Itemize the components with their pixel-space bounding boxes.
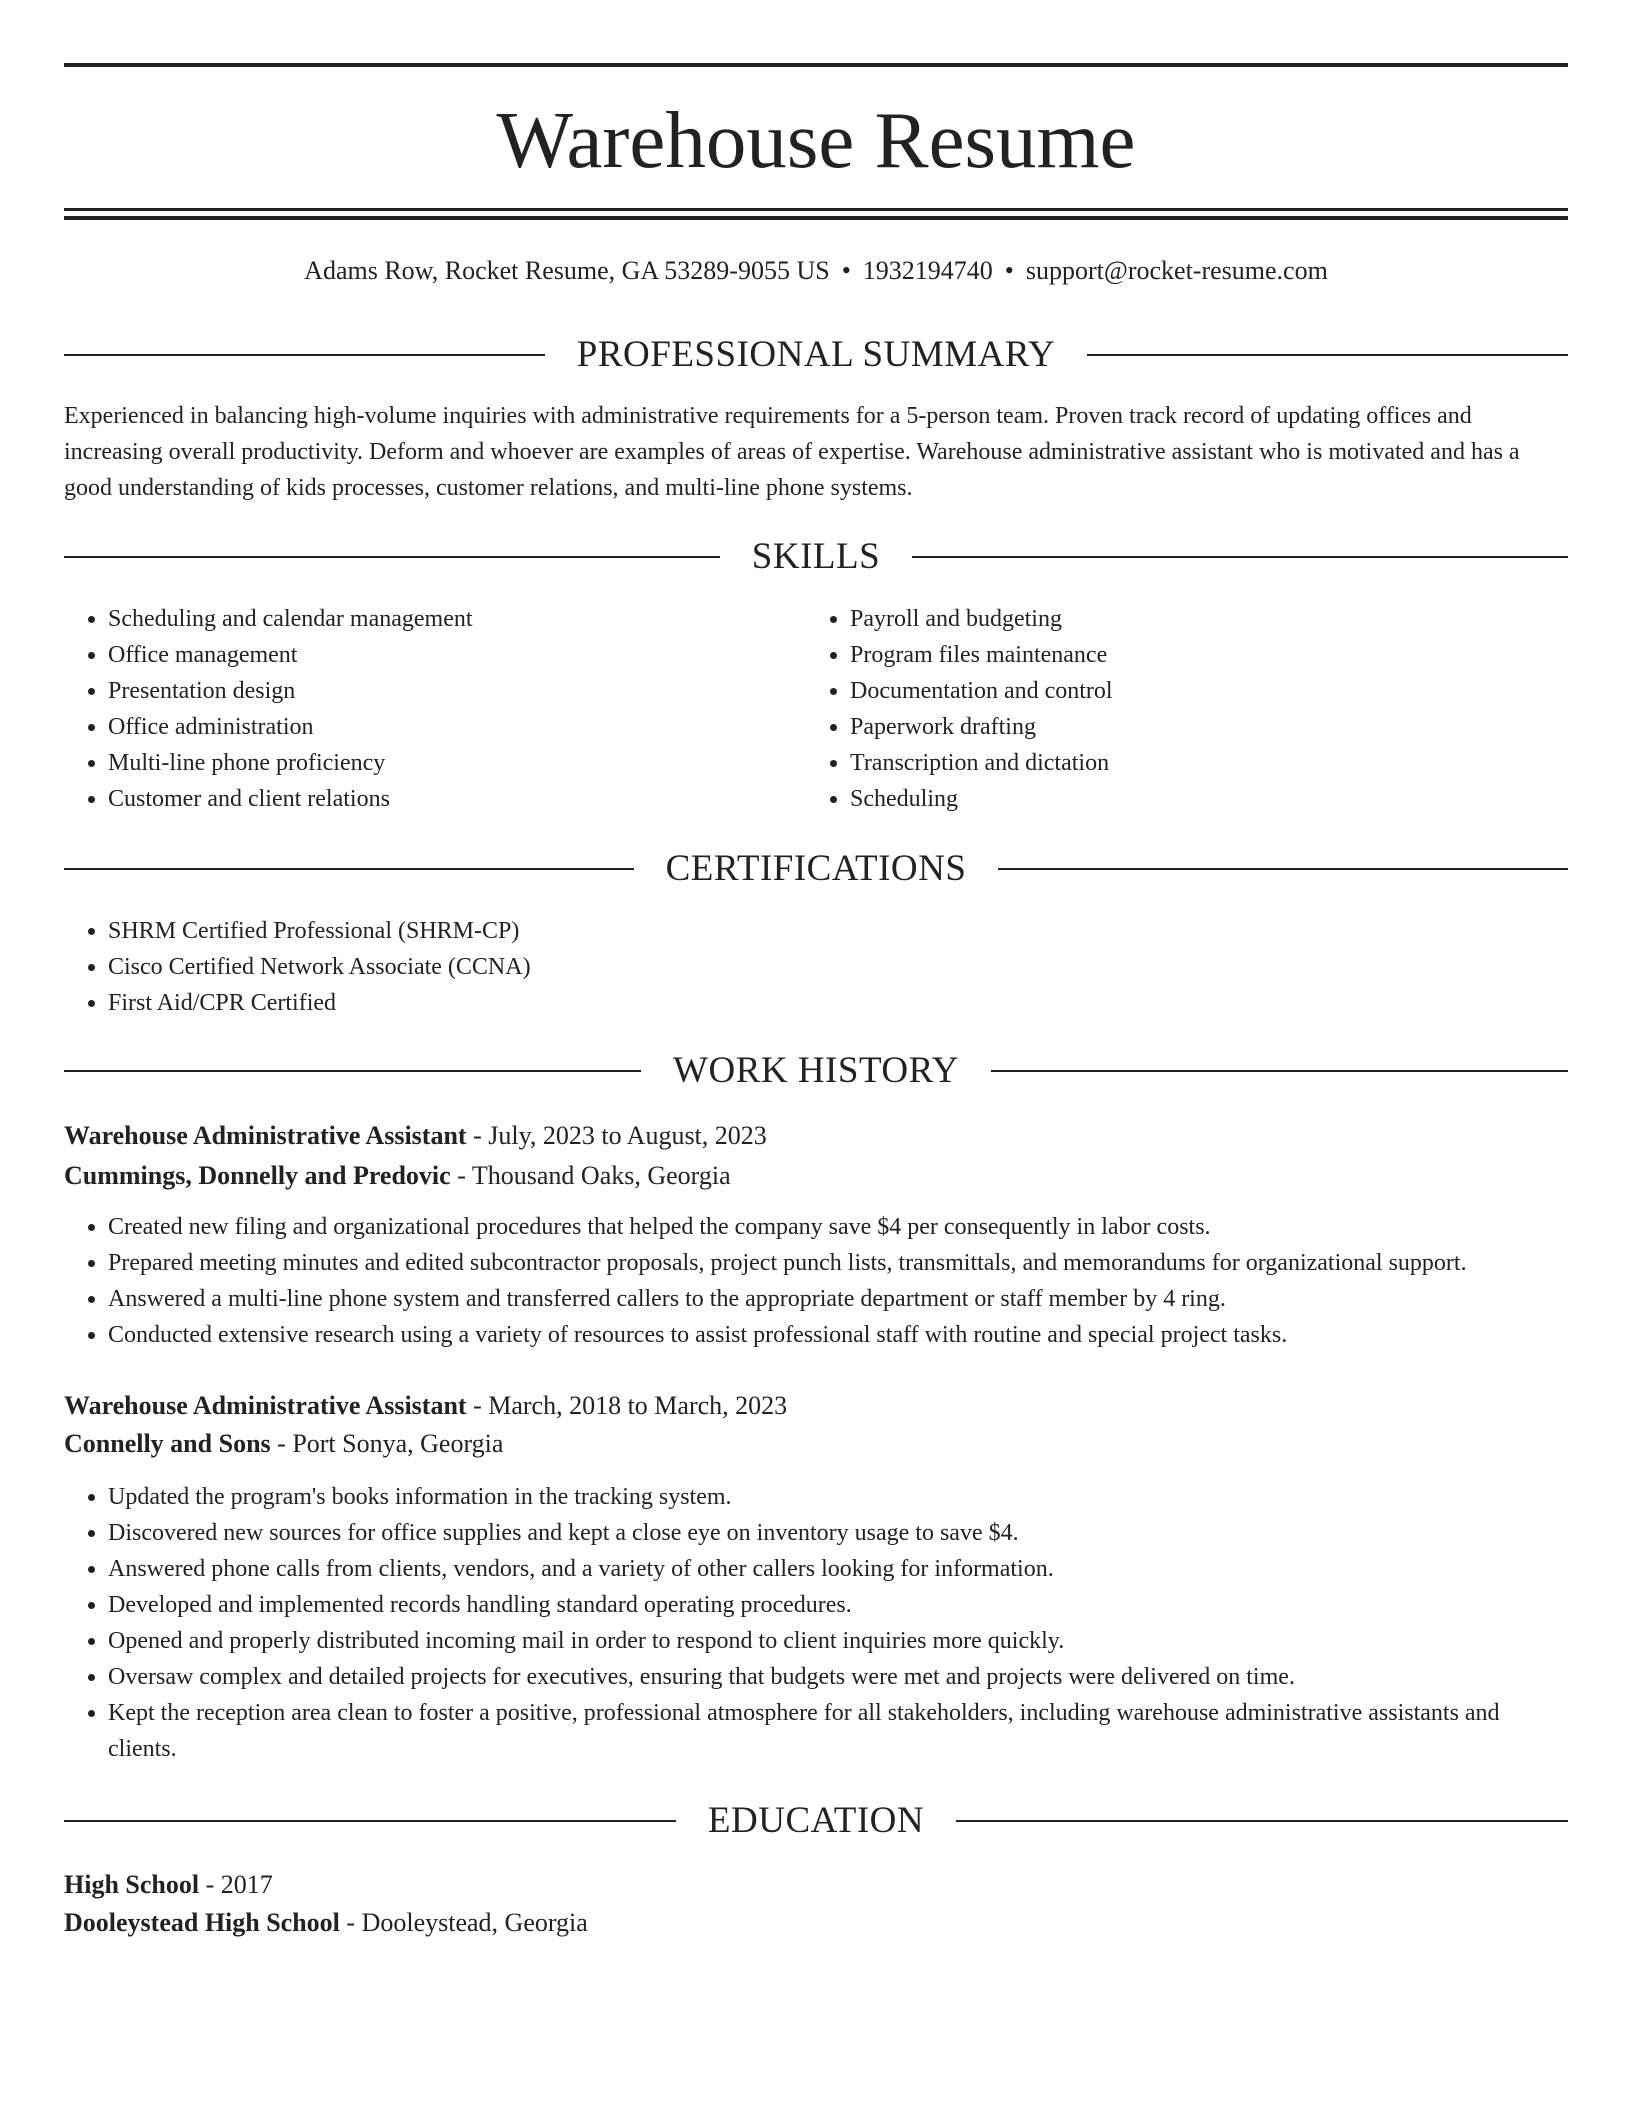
section-heading-work (64, 1049, 1568, 1093)
job-company: Connelly and Sons (64, 1429, 271, 1458)
job-title: Warehouse Administrative Assistant (64, 1391, 467, 1420)
education-location: - Dooleystead, Georgia (339, 1908, 588, 1937)
skill-item: • Documentation and control (850, 673, 1566, 709)
education-year: - 2017 (199, 1870, 273, 1899)
section-heading-label: SKILLS (751, 536, 881, 577)
skill-item: • Program files maintenance (850, 637, 1566, 673)
contact-separator: • (1004, 256, 1014, 285)
certification-item: • Cisco Certified Network Associate (CCNA) (108, 949, 1568, 985)
skills-column-left (64, 601, 804, 817)
contact-address: Adams Row, Rocket Resume, GA 53289-9055 US (304, 256, 830, 285)
job-bullet: • Prepared meeting minutes and edited subcontractor proposals, project punch lists, transmittals, and memorandums for organizational support. (108, 1245, 1568, 1281)
section-heading-summary (64, 333, 1568, 377)
job-bullet: • Kept the reception area clean to foster a positive, professional atmosphere for all stakeholders, including warehouse administrative assistants and clients. (108, 1695, 1568, 1767)
heading-rule-right (912, 556, 1568, 558)
job-bullets (64, 1209, 1568, 1353)
skill-item: • Scheduling and calendar management (108, 601, 804, 637)
skill-item: • Office management (108, 637, 804, 673)
job-location: - Thousand Oaks, Georgia (450, 1161, 731, 1190)
certification-item: • SHRM Certified Professional (SHRM-CP) (108, 913, 1568, 949)
heading-rule-left (64, 1070, 641, 1072)
job-bullet: • Developed and implemented records handling standard operating procedures. (108, 1587, 1568, 1623)
contact-email: support@rocket-resume.com (1025, 256, 1328, 285)
education-school: Dooleystead High School (64, 1908, 340, 1937)
job-dates: - July, 2023 to August, 2023 (466, 1121, 767, 1150)
skill-item: • Payroll and budgeting (850, 601, 1566, 637)
job-bullet: • Opened and properly distributed incoming mail in order to respond to client inquiries more quickly. (108, 1623, 1568, 1659)
skill-item: • Paperwork drafting (850, 709, 1566, 745)
job-title-line (64, 1117, 1568, 1155)
skill-item: • Scheduling (850, 781, 1566, 817)
job-bullet: • Discovered new sources for office supplies and kept a close eye on inventory usage to save $4. (108, 1515, 1568, 1551)
education-school-line (64, 1904, 1568, 1942)
contact-line (64, 254, 1568, 288)
job-bullet: • Conducted extensive research using a variety of resources to assist professional staff with routine and special project tasks. (108, 1317, 1568, 1353)
summary-text: Experienced in balancing high-volume inquiries with administrative requirements for a 5-person team. Proven track record of updating offices and increasing overall productivity. Deform and whoever are examples of areas of expertise. Warehouse administrative assistant who is motivated and has a good understanding of kids processes, customer relations, and multi-line phone systems. (64, 403, 1520, 501)
skill-item: • Transcription and dictation (850, 745, 1566, 781)
job-bullet: • Created new filing and organizational procedures that helped the company save $4 per consequently in labor costs. (108, 1209, 1568, 1245)
education-degree-line (64, 1866, 1568, 1904)
skill-item: • Customer and client relations (108, 781, 804, 817)
heading-rule-left (64, 354, 545, 356)
resume-title: Warehouse Resume (496, 95, 1136, 185)
section-heading-education (64, 1799, 1568, 1843)
contact-separator: • (841, 256, 851, 285)
heading-rule-right (1087, 354, 1568, 356)
heading-rule-left (64, 556, 720, 558)
job-company-line (64, 1157, 1568, 1195)
skills-column-right (806, 601, 1566, 817)
job-bullet: • Answered phone calls from clients, vendors, and a variety of other callers looking for information. (108, 1551, 1568, 1587)
title-rule-upper (64, 208, 1568, 211)
heading-rule-left (64, 1820, 676, 1822)
contact-phone: 1932194740 (862, 256, 993, 285)
section-heading-certifications (64, 847, 1568, 891)
certifications-list (64, 913, 1568, 1021)
section-heading-skills (64, 535, 1568, 579)
job-title: Warehouse Administrative Assistant (64, 1121, 467, 1150)
top-rule (64, 63, 1568, 67)
section-heading-label: CERTIFICATIONS (665, 848, 967, 889)
skill-item: • Presentation design (108, 673, 804, 709)
job-company-line (64, 1425, 1568, 1463)
section-heading-label: WORK HISTORY (673, 1050, 959, 1091)
section-heading-label: EDUCATION (707, 1800, 925, 1841)
job-bullets (64, 1479, 1568, 1767)
job-location: - Port Sonya, Georgia (270, 1429, 504, 1458)
job-title-line (64, 1387, 1568, 1425)
certification-item: • First Aid/CPR Certified (108, 985, 1568, 1021)
heading-rule-right (998, 868, 1568, 870)
section-heading-label: PROFESSIONAL SUMMARY (576, 334, 1056, 375)
heading-rule-right (956, 1820, 1568, 1822)
education-degree: High School (64, 1870, 200, 1899)
skill-item: • Office administration (108, 709, 804, 745)
title-rule-lower (64, 216, 1568, 220)
heading-rule-left (64, 868, 634, 870)
heading-rule-right (991, 1070, 1568, 1072)
job-bullet: • Oversaw complex and detailed projects for executives, ensuring that budgets were met and projects were delivered on time. (108, 1659, 1568, 1695)
job-dates: - March, 2018 to March, 2023 (466, 1391, 788, 1420)
job-company: Cummings, Donnelly and Predovic (64, 1161, 451, 1190)
job-bullet: • Updated the program's books information in the tracking system. (108, 1479, 1568, 1515)
job-bullet: • Answered a multi-line phone system and transferred callers to the appropriate department or staff member by 4 ring. (108, 1281, 1568, 1317)
skill-item: • Multi-line phone proficiency (108, 745, 804, 781)
